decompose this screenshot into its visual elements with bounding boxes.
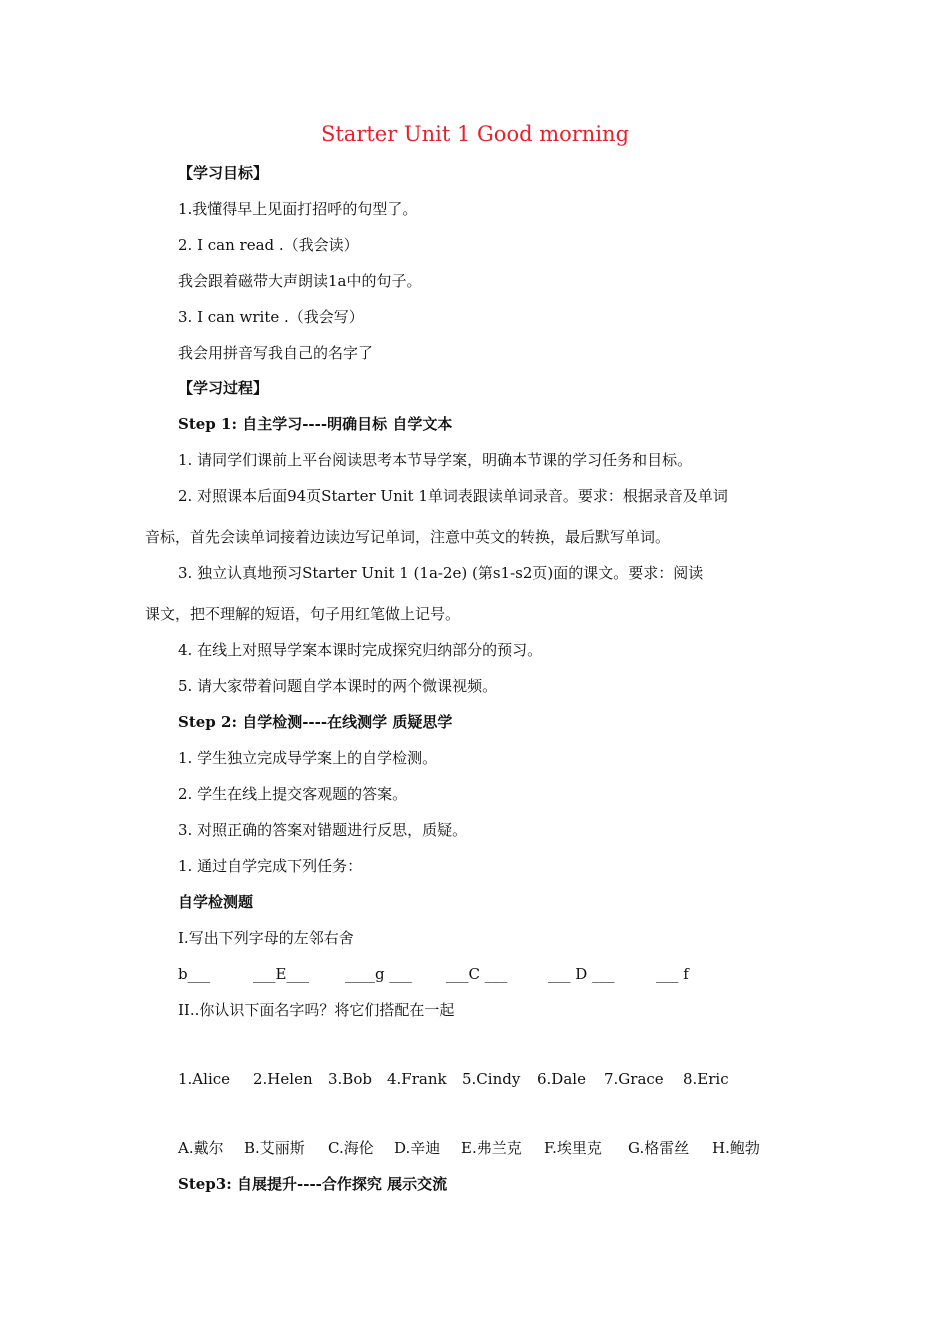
step2-item: 1. 通过自学完成下列任务：	[178, 857, 363, 875]
letter-blank: ___ D ___	[548, 965, 615, 983]
letters-row	[178, 963, 689, 985]
chinese-name: H.鲍勃	[712, 1139, 760, 1157]
chinese-name: D.辛迪	[394, 1139, 441, 1157]
step1-item: 4. 在线上对照导学案本课时完成探究归纳部分的预习。	[178, 641, 543, 659]
objective-item: 我会跟着磁带大声朗读1a中的句子。	[178, 272, 422, 290]
question-1: I.写出下列字母的左邻右舍	[178, 929, 354, 947]
english-name: 1.Alice	[178, 1070, 231, 1088]
english-name: 3.Bob	[328, 1070, 372, 1088]
objective-item: 1.我懂得早上见面打招呼的句型了。	[178, 200, 418, 218]
step1-item: 音标，首先会读单词接着边读边写记单词，注意中英文的转换，最后默写单词。	[145, 528, 671, 546]
english-name: 5.Cindy	[462, 1070, 521, 1088]
objectives-heading: 【学习目标】	[178, 164, 269, 182]
english-names-row	[178, 1068, 729, 1090]
step2-item: 3. 对照正确的答案对错题进行反思，质疑。	[178, 821, 468, 839]
step1-item: 3. 独立认真地预习Starter Unit 1 (1a-2e) (第s1-s2页)面的课文。要求：阅读	[178, 564, 704, 582]
objective-item: 我会用拼音写我自己的名字了	[178, 344, 374, 362]
english-name: 4.Frank	[387, 1070, 447, 1088]
step2-title: Step 2: 自学检测----在线测学 质疑思学	[178, 713, 453, 731]
step1-item: 5. 请大家带着问题自学本课时的两个微课视频。	[178, 677, 498, 695]
self-test-heading: 自学检测题	[178, 893, 254, 911]
chinese-name: A.戴尔	[178, 1139, 224, 1157]
question-2: II..你认识下面名字吗？将它们搭配在一起	[178, 1001, 455, 1019]
step2-item: 1. 学生独立完成导学案上的自学检测。	[178, 749, 438, 767]
english-name: 7.Grace	[604, 1070, 664, 1088]
letter-blank: b___	[178, 965, 211, 983]
objective-item: 2. I can read .（我会读）	[178, 236, 359, 254]
objective-item: 3. I can write .（我会写）	[178, 308, 364, 326]
letter-blank: ____g ___	[345, 965, 412, 983]
chinese-name: E.弗兰克	[461, 1139, 522, 1157]
step1-item: 2. 对照课本后面94页Starter Unit 1单词表跟读单词录音。要求：根据录音及单词	[178, 487, 728, 505]
page-title: Starter Unit 1 Good morning	[320, 122, 630, 146]
step1-item: 课文，把不理解的短语，句子用红笔做上记号。	[145, 605, 461, 623]
english-name: 2.Helen	[253, 1070, 313, 1088]
chinese-names-row	[178, 1137, 760, 1159]
letter-blank: ___ f	[656, 965, 689, 983]
letter-blank: ___E___	[253, 965, 309, 983]
step1-item: 1. 请同学们课前上平台阅读思考本节导学案，明确本节课的学习任务和目标。	[178, 451, 693, 469]
step3-title: Step3: 自展提升----合作探究 展示交流	[178, 1175, 448, 1193]
english-name: 8.Eric	[683, 1070, 729, 1088]
step2-item: 2. 学生在线上提交客观题的答案。	[178, 785, 408, 803]
chinese-name: F.埃里克	[544, 1139, 602, 1157]
process-heading: 【学习过程】	[178, 379, 269, 397]
english-name: 6.Dale	[537, 1070, 586, 1088]
letter-blank: ___C ___	[446, 965, 508, 983]
chinese-name: G.格雷丝	[628, 1139, 690, 1157]
chinese-name: C.海伦	[328, 1139, 374, 1157]
step1-title: Step 1: 自主学习----明确目标 自学文本	[178, 415, 453, 433]
chinese-name: B.艾丽斯	[244, 1139, 305, 1157]
